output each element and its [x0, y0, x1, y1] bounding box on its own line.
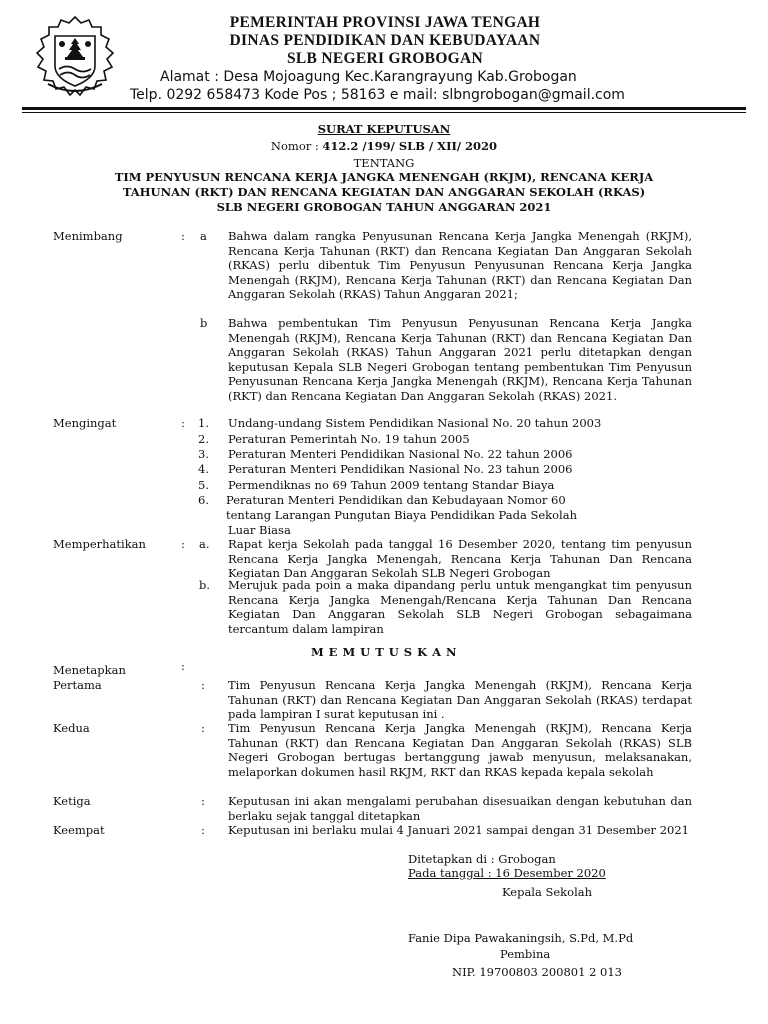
pertama-label: Pertama — [53, 678, 102, 692]
province-emblem-icon — [32, 14, 118, 100]
signatory-name: Fanie Dipa Pawakaningsih, S.Pd, M.Pd — [408, 931, 634, 945]
letterhead-address: Alamat : Desa Mojoagung Kec.Karangrayung Kab.Grobogan — [160, 69, 577, 85]
keempat-text: Keputusan ini berlaku mulai 4 Januari 2021 sampai dengan 31 Desember 2021 — [228, 823, 689, 837]
mengingat-label: Mengingat — [53, 416, 117, 430]
mengingat-item-number: 2. — [198, 432, 209, 446]
decree-subject-line-3: SLB NEGERI GROBOGAN TAHUN ANGGARAN 2021 — [216, 200, 552, 214]
ketiga-label: Ketiga — [53, 794, 91, 808]
decree-about: TENTANG — [353, 156, 415, 170]
ketiga-text: Keputusan ini akan mengalami perubahan disesuaikan dengan kebutuhan dan berlaku sejak tanggal ditetapkan — [228, 794, 692, 823]
menimbang-b-marker: b — [200, 316, 208, 330]
letterhead-line-3: SLB NEGERI GROBOGAN — [286, 50, 484, 67]
menetapkan-label: Menetapkan — [53, 663, 126, 677]
memperhatikan-colon: : — [181, 537, 185, 551]
kedua-text: Tim Penyusun Rencana Kerja Jangka Menengah (RKJM), Rencana Kerja Tahunan (RKT) dan Rencana Kegiatan Dan Anggaran Sekolah (RKAS) SLB Negeri Grobogan bertugas bertanggung jawab menyusun, melaksanakan, melaporkan dokumen hasil RKJM, RKT dan RKAS kepada kepala sekolah — [228, 721, 692, 779]
menetapkan-colon: : — [181, 659, 185, 673]
menimbang-label: Menimbang — [53, 229, 123, 243]
keempat-colon: : — [201, 823, 205, 837]
decree-subject-line-1: TIM PENYUSUN RENCANA KERJA JANGKA MENENGAH (RKJM), RENCANA KERJA — [114, 170, 654, 184]
mengingat-colon: : — [181, 416, 185, 430]
memutuskan-heading: M E M U T U S K A N — [310, 645, 458, 659]
ketiga-colon: : — [201, 794, 205, 808]
mengingat-item-number: 1. — [198, 416, 209, 430]
mengingat-item: Undang-undang Sistem Pendidikan Nasional No. 20 tahun 2003 — [228, 416, 602, 430]
mengingat-item-number: 6. — [198, 493, 209, 507]
mengingat-item: Peraturan Menteri Pendidikan Nasional No. 23 tahun 2006 — [228, 462, 573, 476]
mengingat-item: Permendiknas no 69 Tahun 2009 tentang Standar Biaya — [228, 478, 555, 492]
memperhatikan-label: Memperhatikan — [53, 537, 146, 551]
mengingat-item: Peraturan Pemerintah No. 19 tahun 2005 — [228, 432, 470, 446]
memperhatikan-b-text: Merujuk pada poin a maka dipandang perlu untuk mengangkat tim penyusun Rencana Kerja Jangka Menengah/Rencana Kerja Tahunan Dan Rencana Kegiatan Dan Anggaran Sekolah SLB Negeri Grobogan sebagaimana tercantum dalam lampiran — [228, 578, 692, 636]
menimbang-a-text: Bahwa dalam rangka Penyusunan Rencana Kerja Jangka Menengah (RKJM), Rencana Kerja Tahunan (RKT) dan Rencana Kegiatan Dan Anggaran Sekolah (RKAS) perlu dibentuk Tim Penyusun Penyusunan Rencana Kerja Jangka Menengah (RKJM), Rencana Kerja Tahunan (RKT) dan Rencana Kegiatan Dan Anggaran Sekolah (RKAS) Tahun Anggaran 2021; — [228, 229, 692, 301]
mengingat-item-number: 4. — [198, 462, 209, 476]
menimbang-b-text: Bahwa pembentukan Tim Penyusun Penyusunan Rencana Kerja Jangka Menengah (RKJM), Rencana Kerja Tahunan (RKT) dan Rencana Kegiatan Dan Anggaran Sekolah (RKAS) Tahun Anggaran 2021 perlu ditetapkan dengan keputusan Kepala SLB Negeri Grobogan tentang pembentukan Tim Penyusun Penyusunan Rencana Kerja Jangka Menengah (RKJM), Rencana Kerja Tahunan (RKT) dan Rencana Kegiatan Dan Anggaran Sekolah (RKAS) 2021. — [228, 316, 692, 403]
signatory-nip: NIP. 19700803 200801 2 013 — [452, 965, 622, 979]
mengingat-item: Peraturan Menteri Pendidikan Nasional No. 22 tahun 2006 — [228, 447, 573, 461]
kedua-label: Kedua — [53, 721, 90, 735]
kedua-colon: : — [201, 721, 205, 735]
signatory-rank: Pembina — [500, 947, 551, 961]
decree-title: SURAT KEPUTUSAN — [317, 122, 451, 136]
decree-number: Nomor : 412.2 /199/ SLB / XII/ 2020 — [270, 139, 498, 153]
memperhatikan-a-marker: a. — [199, 537, 210, 551]
pertama-text: Tim Penyusun Rencana Kerja Jangka Menengah (RKJM), Rencana Kerja Tahunan (RKT) dan Rencana Kegiatan Dan Anggaran Sekolah (RKAS) terdapat pada lampiran I surat keputusan ini . — [228, 678, 692, 721]
decree-subject-line-2: TAHUNAN (RKT) DAN RENCANA KEGIATAN DAN ANGGARAN SEKOLAH (RKAS) — [122, 185, 646, 199]
signature-place: Ditetapkan di : Grobogan — [408, 852, 556, 866]
signature-position: Kepala Sekolah — [502, 885, 593, 899]
letterhead-rule-thin — [22, 112, 746, 113]
mengingat-item-continuation: tentang Larangan Pungutan Biaya Pendidikan Pada Sekolah — [226, 508, 577, 522]
signature-date: Pada tanggal : 16 Desember 2020 — [408, 866, 606, 880]
menimbang-a-marker: a — [200, 229, 207, 243]
letterhead-contact: Telp. 0292 658473 Kode Pos ; 58163 e mail: slbngrobogan@gmail.com — [130, 87, 625, 103]
pertama-colon: : — [201, 678, 205, 692]
menimbang-colon: : — [181, 229, 185, 243]
mengingat-item: Peraturan Menteri Pendidikan dan Kebudayaan Nomor 60 — [226, 493, 566, 507]
mengingat-item-number: 3. — [198, 447, 209, 461]
memperhatikan-a-text: Rapat kerja Sekolah pada tanggal 16 Desember 2020, tentang tim penyusun Rencana Kerja Jangka Menengah, Rencana Kerja Tahunan Dan Rencana Kegiatan Dan Anggaran Sekolah SLB Negeri Grobogan — [228, 537, 692, 580]
letterhead-rule-thick — [22, 107, 746, 110]
letterhead-line-2: DINAS PENDIDIKAN DAN KEBUDAYAAN — [229, 32, 541, 49]
mengingat-item-number: 5. — [198, 478, 209, 492]
mengingat-item-continuation: Luar Biasa — [228, 523, 291, 537]
memperhatikan-b-marker: b. — [199, 578, 211, 592]
keempat-label: Keempat — [53, 823, 105, 837]
letterhead-line-1: PEMERINTAH PROVINSI JAWA TENGAH — [229, 14, 541, 31]
